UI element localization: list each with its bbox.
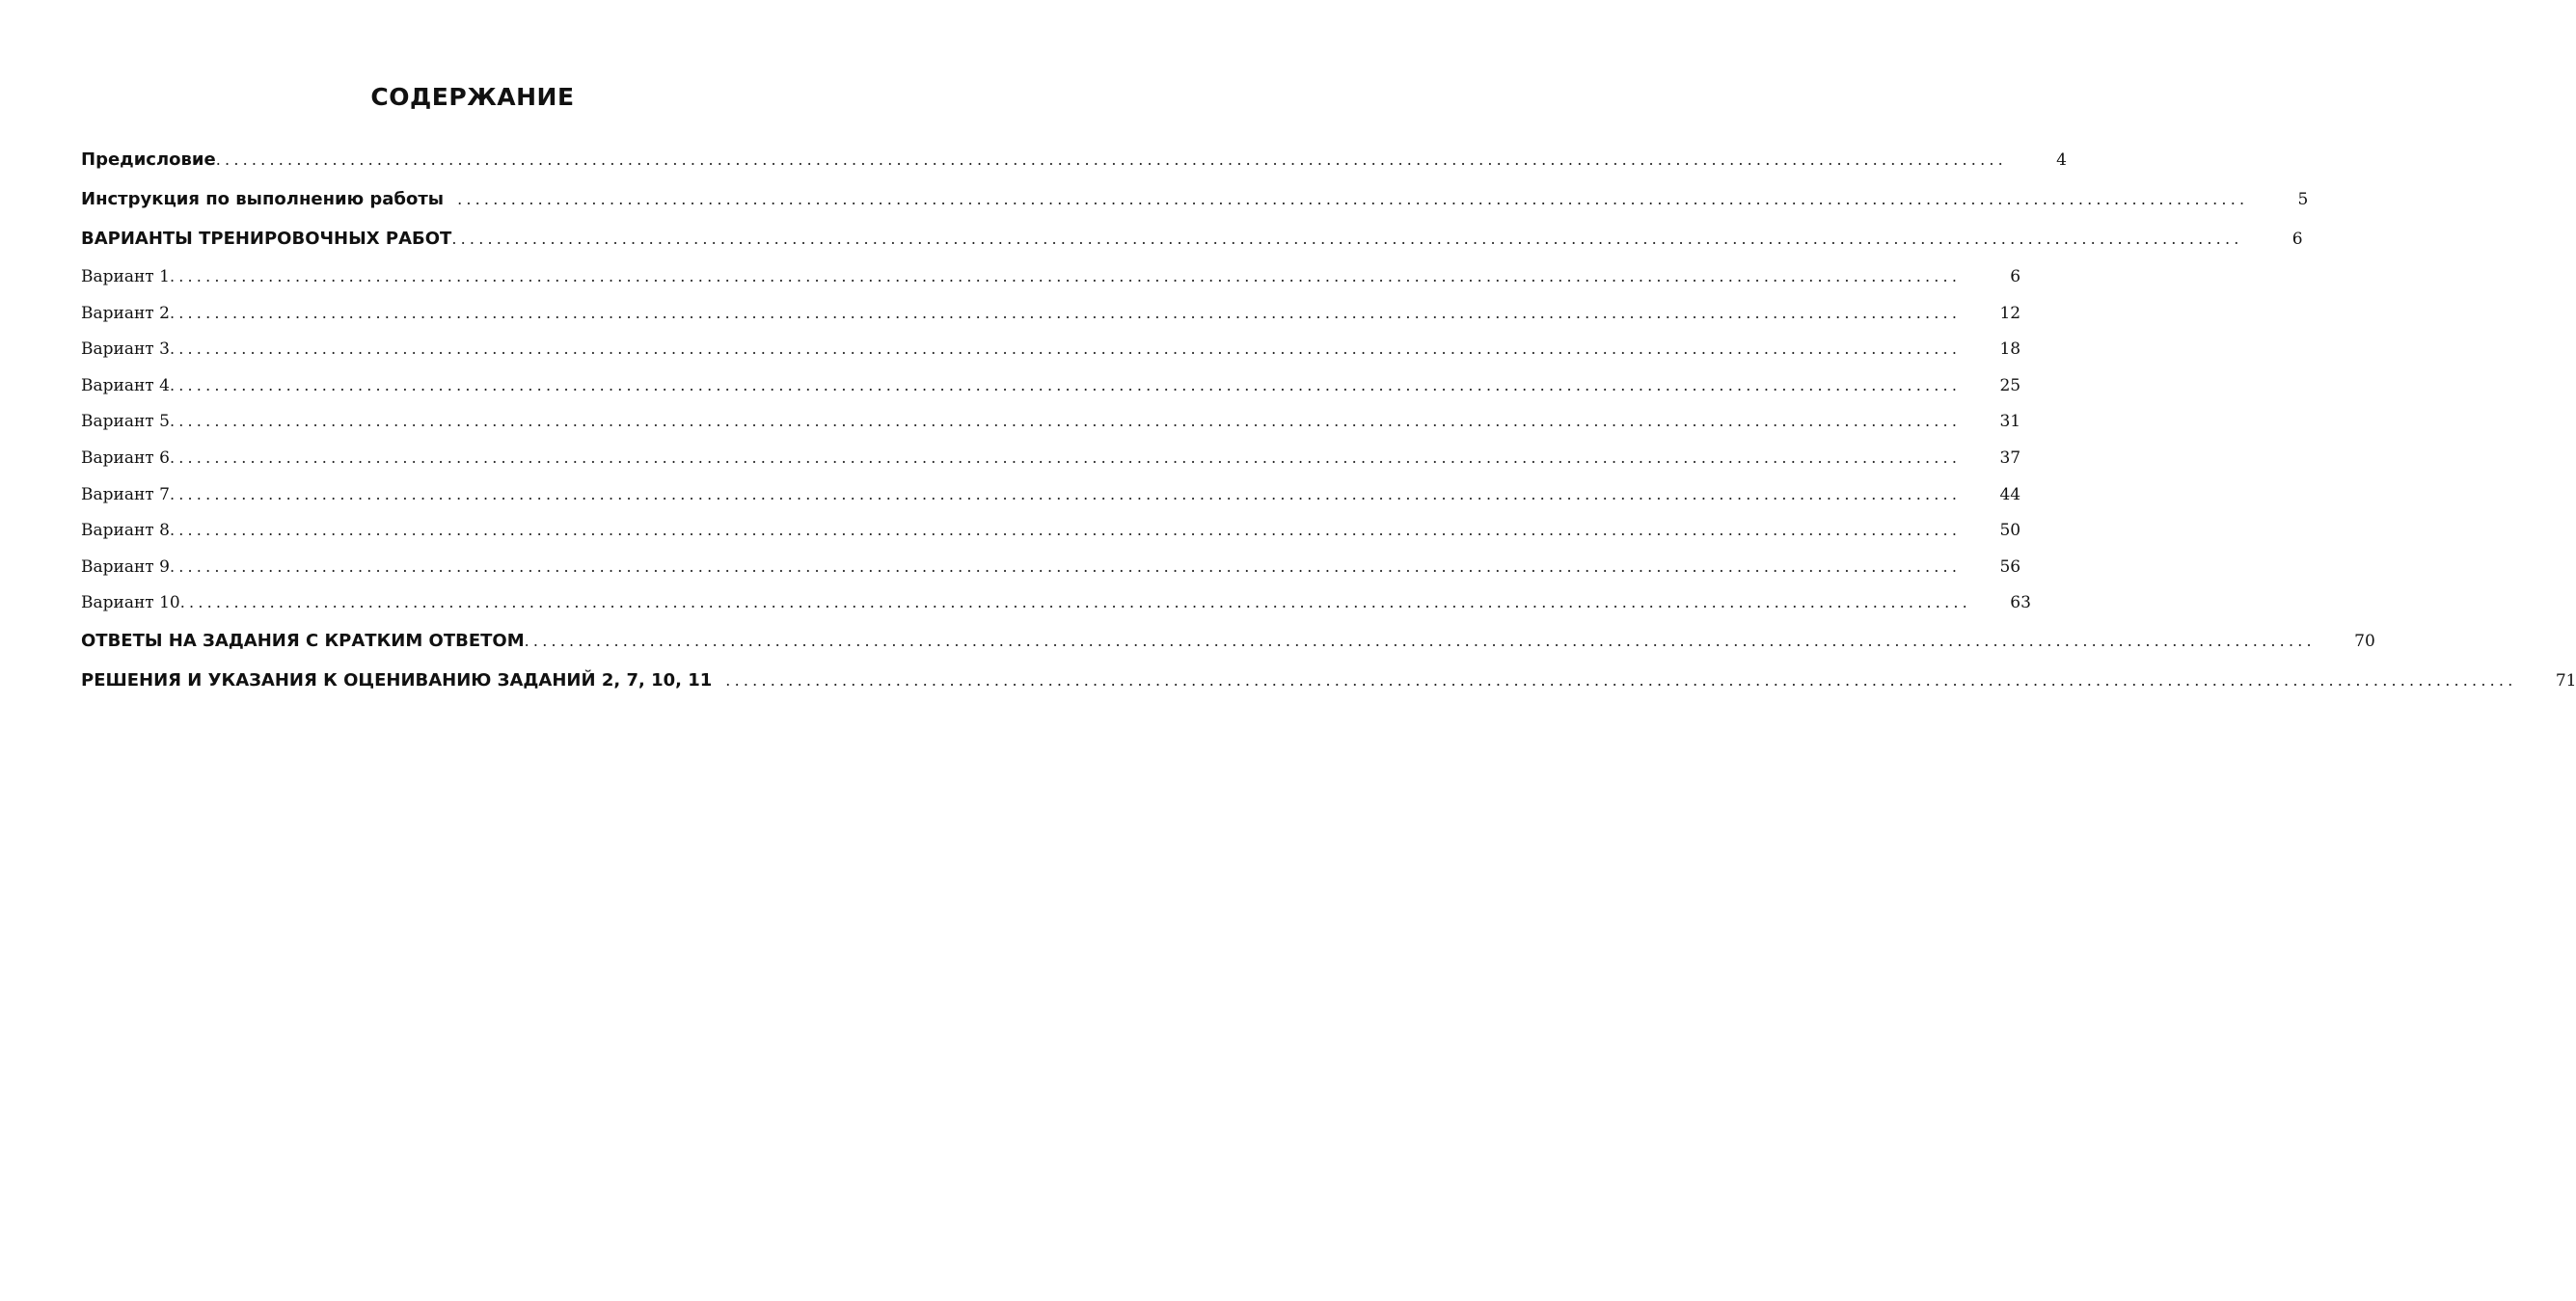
toc-entry-label: Вариант 5	[81, 412, 170, 432]
toc-entry-page-number: 63	[2010, 593, 2031, 613]
dot-leader: ........................................................................................................................................................................................................	[169, 412, 1962, 431]
dot-leader: ........................................................................................................................................................................................................	[169, 339, 1962, 359]
toc-entry[interactable]	[81, 403, 2021, 440]
toc-entry-page-number: 56	[1999, 556, 2021, 577]
dot-leader: ........................................................................................................................................................................................................	[169, 556, 1962, 576]
toc-entry[interactable]	[81, 367, 2021, 404]
toc-entry-label: Вариант 1	[81, 267, 170, 286]
toc-entry-label: Вариант 4	[81, 375, 170, 395]
dot-leader: ........................................................................................................................................................................................................	[215, 150, 2007, 169]
toc-entry[interactable]	[81, 331, 2021, 367]
toc-entry-page-number: 18	[1999, 339, 2021, 360]
toc-entry-page-number: 31	[1999, 412, 2021, 432]
dot-leader: ........................................................................................................................................................................................................	[179, 593, 1971, 612]
dot-leader: ........................................................................................................................................................................................................	[725, 670, 2517, 690]
dot-leader: ........................................................................................................................................................................................................	[169, 375, 1962, 394]
page-title: СОДЕРЖАНИЕ	[370, 83, 575, 111]
toc-entry[interactable]	[81, 179, 2309, 219]
dot-leader: ........................................................................................................................................................................................................	[451, 230, 2243, 248]
toc-list	[81, 140, 2576, 700]
toc-entry-label: Вариант 6	[81, 447, 170, 468]
toc-entry[interactable]	[81, 219, 2303, 258]
toc-entry-page-number: 37	[1999, 447, 2021, 468]
toc-entry[interactable]	[81, 661, 2576, 700]
dot-leader: ........................................................................................................................................................................................................	[169, 484, 1962, 503]
toc-entry[interactable]	[81, 440, 2021, 476]
toc-entry-label: ОТВЕТЫ НА ЗАДАНИЯ С КРАТКИМ ОТВЕТОМ	[81, 630, 525, 651]
toc-entry[interactable]	[81, 295, 2021, 332]
toc-entry-page-number: 50	[1999, 521, 2021, 541]
toc-entry-label: Вариант 8	[81, 521, 170, 541]
toc-entry-page-number: 44	[1999, 484, 2021, 504]
toc-entry[interactable]	[81, 584, 2031, 621]
toc-entry[interactable]	[81, 258, 2021, 295]
toc-entry-label: Предисловие	[81, 149, 216, 170]
toc-entry-label: Вариант 9	[81, 556, 170, 577]
toc-entry-page-number: 5	[2297, 190, 2309, 209]
toc-entry[interactable]	[81, 140, 2067, 179]
toc-entry-page-number: 70	[2354, 631, 2375, 651]
toc-entry-label: РЕШЕНИЯ И УКАЗАНИЯ К ОЦЕНИВАНИЮ ЗАДАНИЙ 2, 7, 10, 11	[81, 669, 713, 691]
toc-entry-label: Вариант 7	[81, 484, 170, 504]
toc-entry-label: Инструкция по выполнению работы	[81, 189, 445, 209]
toc-entry-label: ВАРИАНТЫ ТРЕНИРОВОЧНЫХ РАБОТ	[81, 229, 452, 249]
toc-entry-label: Вариант 10	[81, 593, 180, 613]
toc-entry-page-number: 25	[1999, 375, 2021, 395]
toc-entry[interactable]	[81, 476, 2021, 513]
toc-entry-page-number: 4	[2056, 150, 2067, 170]
toc-entry[interactable]	[81, 549, 2021, 585]
dot-leader: ........................................................................................................................................................................................................	[524, 631, 2316, 650]
toc-entry[interactable]	[81, 621, 2375, 661]
toc-entry-page-number: 6	[2010, 267, 2021, 286]
dot-leader: ........................................................................................................................................................................................................	[169, 303, 1962, 322]
toc-entry-page-number: 12	[1999, 303, 2021, 323]
toc-entry-label: Вариант 2	[81, 303, 170, 323]
toc-entry-label: Вариант 3	[81, 339, 170, 360]
dot-leader: ........................................................................................................................................................................................................	[169, 447, 1962, 467]
toc-entry[interactable]	[81, 512, 2021, 549]
dot-leader: ........................................................................................................................................................................................................	[457, 190, 2249, 208]
toc-entry-page-number: 6	[2291, 230, 2303, 249]
dot-leader: ........................................................................................................................................................................................................	[169, 521, 1962, 540]
dot-leader: ........................................................................................................................................................................................................	[169, 267, 1962, 285]
toc-entry-page-number: 71	[2555, 670, 2576, 691]
